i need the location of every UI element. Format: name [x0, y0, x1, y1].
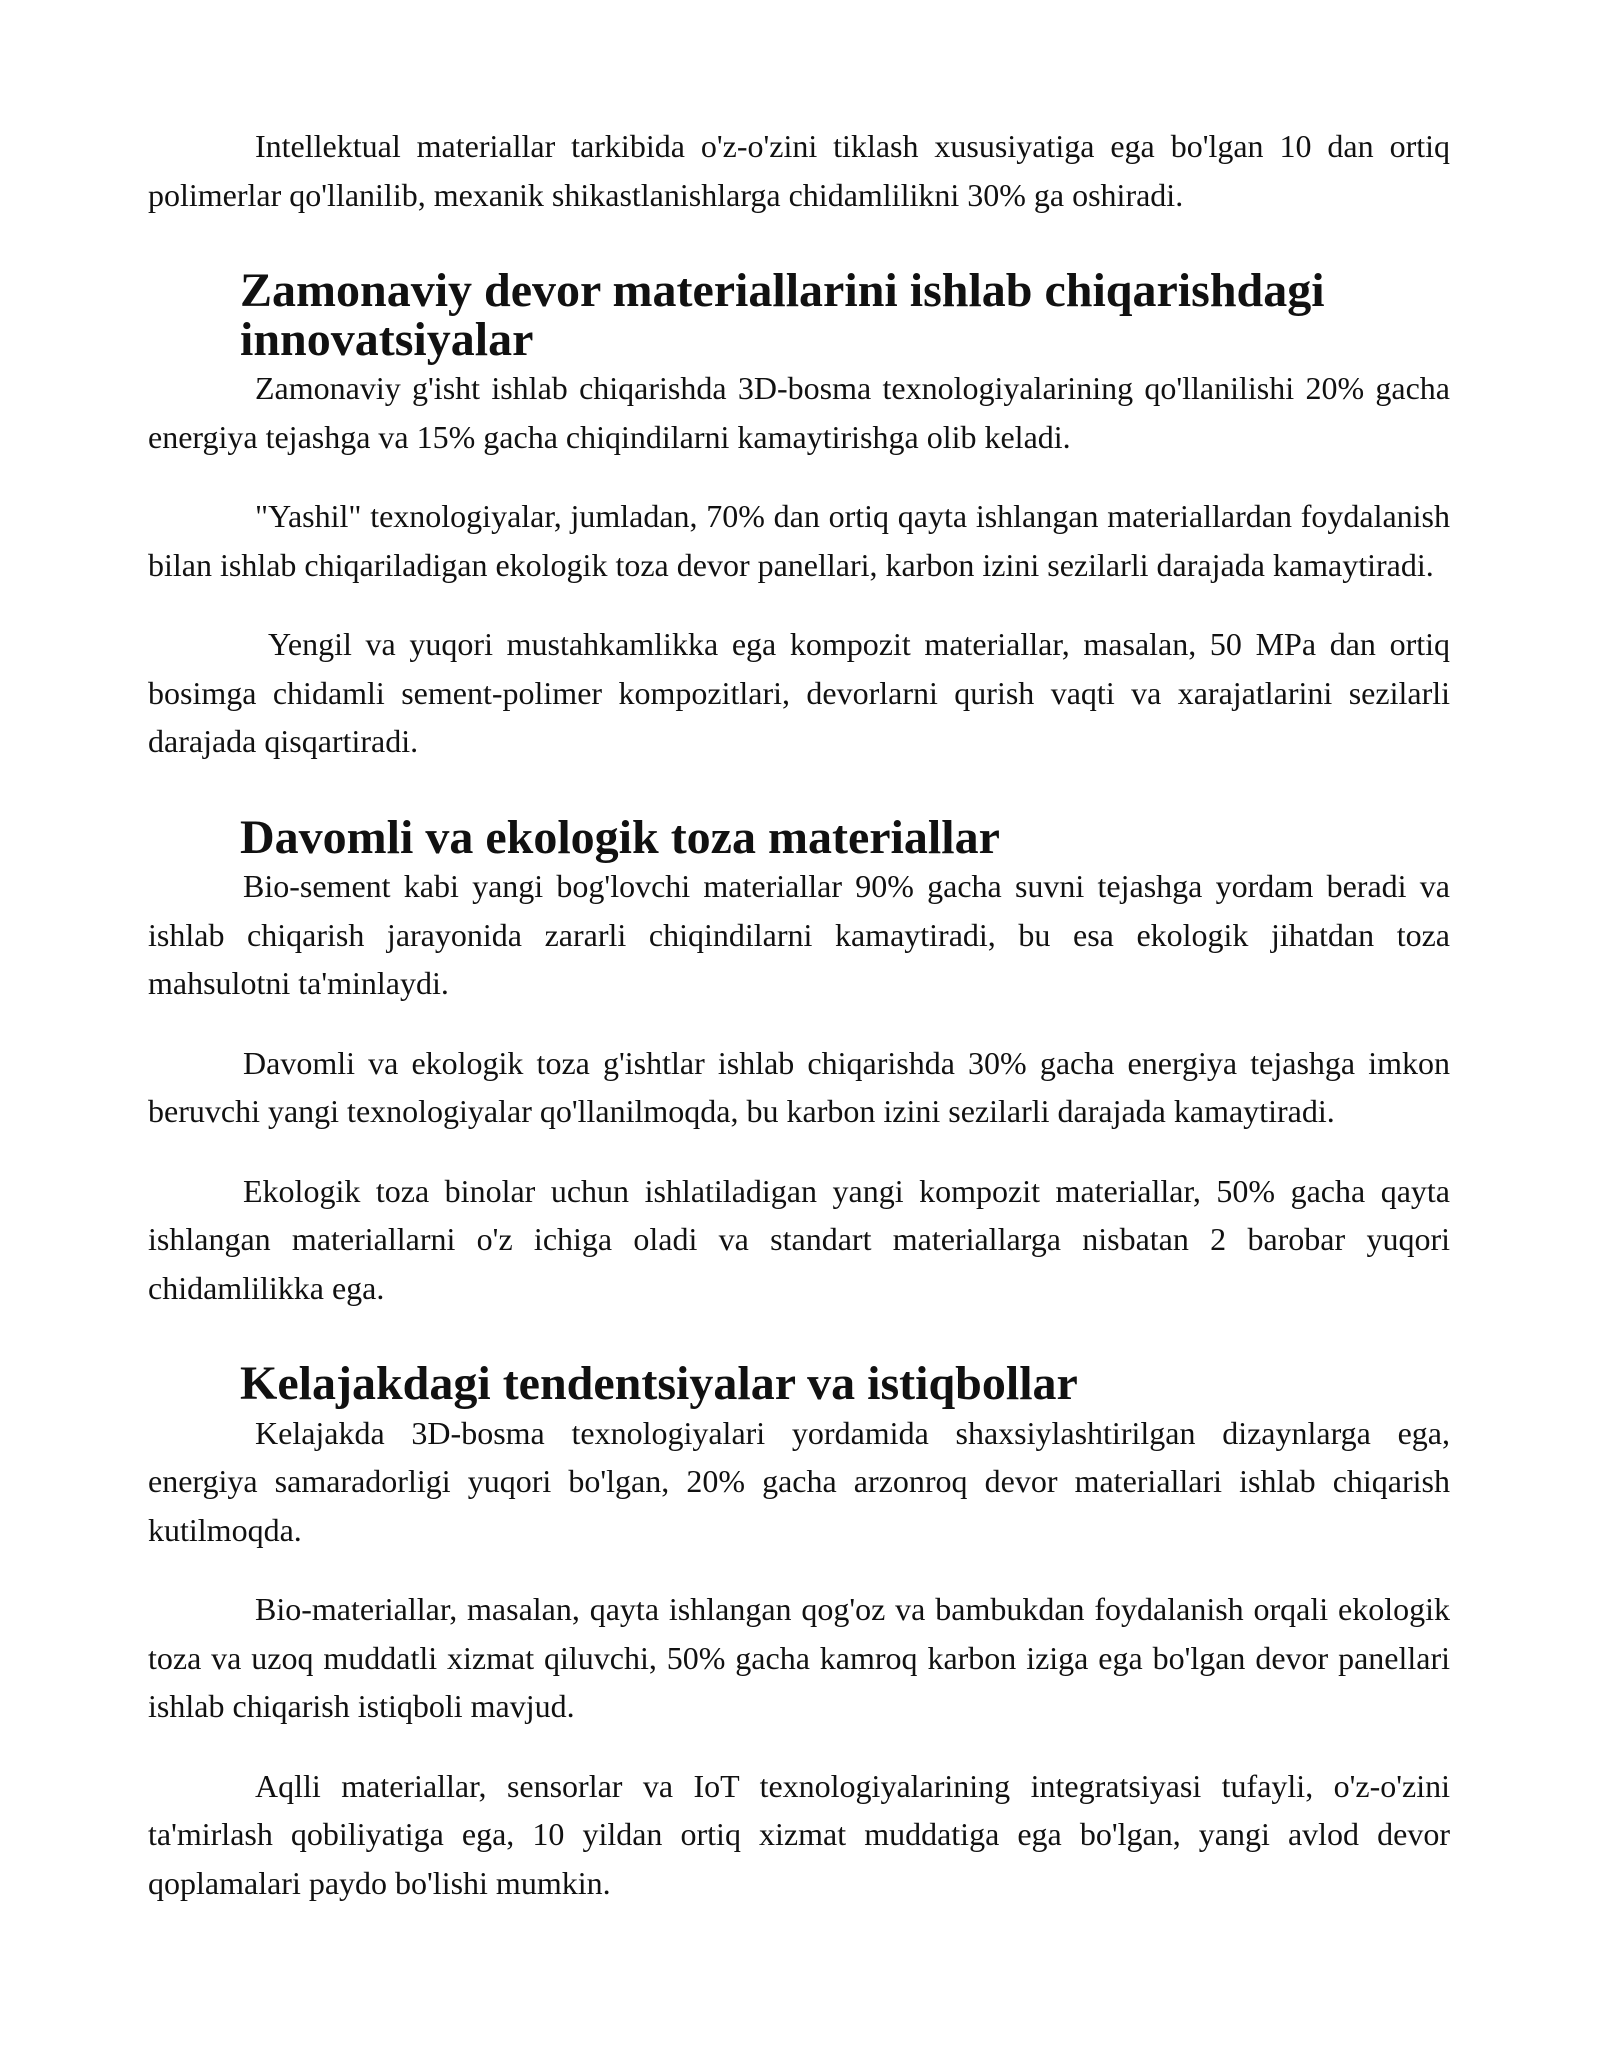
paragraph-bio-materials: Bio-materiallar, masalan, qayta ishlangan qog'oz va bambukdan foydalanish orqali ekologik toza va uzoq muddatli xizmat qiluvchi, 50% gacha kamroq karbon iziga ega bo'lgan devor panellari ishlab chiqarish istiqboli mavjud.	[148, 1591, 1450, 1724]
section-heading-innovations: Zamonaviy devor materiallarini ishlab chiqarishdagi innovatsiyalar	[240, 264, 1325, 366]
section-heading-future-trends: Kelajakdagi tendentsiyalar va istiqbollar	[240, 1357, 1078, 1410]
paragraph-eco-bricks: Davomli va ekologik toza g'ishtlar ishlab chiqarishda 30% gacha energiya tejashga imkon beruvchi yangi texnologiyalar qo'llanilmoqda, bu karbon izini sezilarli darajada kamaytiradi.	[148, 1044, 1450, 1129]
paragraph-green-technologies: "Yashil" texnologiyalar, jumladan, 70% dan ortiq qayta ishlangan materiallardan foydalanish bilan ishlab chiqariladigan ekologik toza devor panellari, karbon izini sezilarli darajada kamaytiradi.	[148, 498, 1450, 583]
section-heading-sustainable: Davomli va ekologik toza materiallar	[240, 810, 1000, 864]
paragraph-3d-printing-brick: Zamonaviy g'isht ishlab chiqarishda 3D-bosma texnologiyalarining qo'llanilishi 20% gacha energiya tejashga va 15% gacha chiqindilarni kamaytirishga olib keladi.	[148, 370, 1450, 455]
paragraph-future-3d-printing: Kelajakda 3D-bosma texnologiyalari yordamida shaxsiylashtirilgan dizaynlarga ega, energiya samaradorligi yuqori bo'lgan, 20% gacha arzonroq devor materiallari ishlab chiqarish kutilmoqda.	[148, 1414, 1450, 1548]
paragraph-bio-cement: Bio-sement kabi yangi bog'lovchi materiallar 90% gacha suvni tejashga yordam beradi va ishlab chiqarish jarayonida zararli chiqindilarni kamaytiradi, bu esa ekologik jihatdan toza mahsulotni ta'minlaydi.	[148, 868, 1450, 1001]
paragraph-eco-composites: Ekologik toza binolar uchun ishlatiladigan yangi kompozit materiallar, 50% gacha qayta ishlangan materiallarni o'z ichiga oladi va standart materiallarga nisbatan 2 barobar yuqori chidamlilikka ega.	[148, 1172, 1450, 1306]
paragraph-composite-materials: Yengil va yuqori mustahkamlikka ega kompozit materiallar, masalan, 50 MPa dan ortiq bosimga chidamli sement-polimer kompozitlari, devorlarni qurish vaqti va xarajatlarini sezilarli darajada qisqartiradi.	[148, 626, 1450, 759]
paragraph-self-healing-polymers: Intellektual materiallar tarkibida o'z-o'zini tiklash xususiyatiga ega bo'lgan 10 dan ortiq polimerlar qo'llanilib, mexanik shikastlanishlarga chidamlilikni 30% ga oshiradi.	[148, 128, 1450, 213]
paragraph-smart-materials: Aqlli materiallar, sensorlar va IoT texnologiyalarining integratsiyasi tufayli, o'z-o'zini ta'mirlash qobiliyatiga ega, 10 yildan ortiq xizmat muddatiga ega bo'lgan, yangi avlod devor qoplamalari paydo bo'lishi mumkin.	[148, 1767, 1450, 1901]
document-page	[148, 122, 1450, 1907]
